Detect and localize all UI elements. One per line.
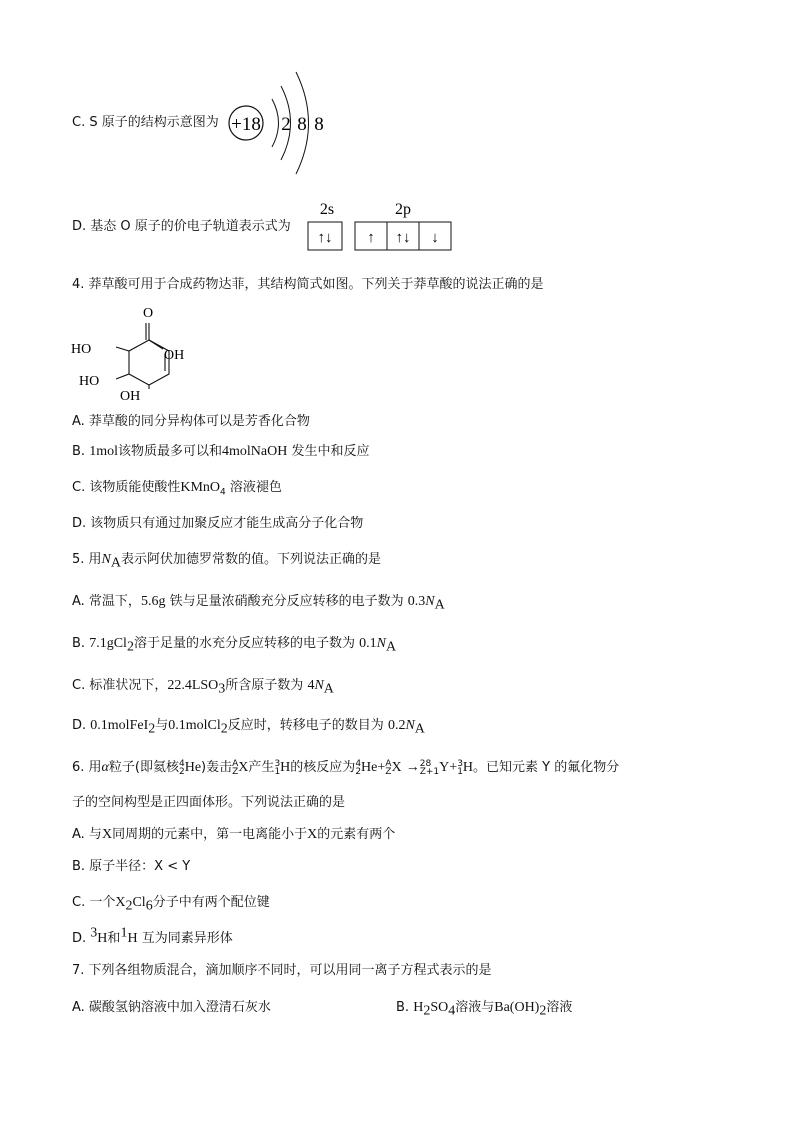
q7-b-mid: 溶液与 xyxy=(455,1000,495,1015)
q6-eq-plus: + xyxy=(377,760,386,775)
q5-na: N xyxy=(101,552,111,567)
q7-stem: 7. 下列各组物质混合，滴加顺序不同时，可以用同一离子方程式表示的是 xyxy=(72,963,492,978)
q6-d-s2: 1 xyxy=(120,925,128,941)
q5-b-na-sub: A xyxy=(385,639,397,655)
q6-eq-x-sup: A xyxy=(385,758,392,769)
label-o-top: O xyxy=(143,306,154,321)
q6-c-prefix: C. 一个 xyxy=(72,895,116,910)
q6-c-f2: Cl xyxy=(132,895,146,910)
q6-eq-he-sup: 4 xyxy=(355,758,362,769)
q5-option-d xyxy=(72,717,425,735)
q6-l1-e: 的核反应为 xyxy=(290,760,356,775)
q4-c-sub: 4 xyxy=(220,487,226,498)
q4-option-d: D. 该物质只有通过加聚反应才能生成高分子化合物 xyxy=(72,516,364,531)
label-2s: 2s xyxy=(319,201,335,218)
q6-he-sub: 2 xyxy=(178,766,185,777)
q6-eq-plus-2: + xyxy=(449,760,458,775)
q7-b-so: SO xyxy=(430,1000,449,1015)
q6-c-s2: 6 xyxy=(145,898,153,914)
q5-a-mid: 铁与足量浓硝酸充分反应转移的电子数为 xyxy=(169,594,404,609)
q7-b-h: H xyxy=(413,1000,424,1015)
q3-option-c xyxy=(72,114,219,132)
q6-eq-arrow: → xyxy=(405,760,420,775)
q6-eq-h: H xyxy=(462,760,474,775)
q5-d-mid: 反应时，转移电子的数目为 xyxy=(227,718,384,733)
q4-b-amount: 1mol xyxy=(89,444,118,459)
q5-d-coef: 0.2 xyxy=(387,718,406,733)
q6-l1-d: 产生 xyxy=(248,760,275,775)
q5-na-sub: A xyxy=(110,555,122,571)
q6-c-f1: X xyxy=(115,895,126,910)
q6-l1-f: 。已知元素 Y 的氟化物分 xyxy=(473,760,620,775)
q5-c-mid: 所含原子数为 xyxy=(225,678,304,693)
q6-l1-b: 粒子(即氦核 xyxy=(108,760,179,775)
q4-c-reagent: KMnO xyxy=(180,480,221,495)
q5-d-na: N xyxy=(405,718,415,733)
q7-b-baoh: Ba(OH) xyxy=(494,1000,540,1015)
q5-a-na: N xyxy=(425,594,435,609)
label-oh-right: OH xyxy=(164,348,185,363)
label-oh-bottom: OH xyxy=(120,389,141,403)
q5-d-r1: 0.1molFeI xyxy=(90,718,149,733)
q5-b-coef: 0.1 xyxy=(359,636,377,651)
q3-option-d xyxy=(72,218,291,236)
q6-option-b: B. 原子半径：X < Y xyxy=(72,859,191,874)
q4-option-a: A. 莽草酸的同分异构体可以是芳香化合物 xyxy=(72,414,310,429)
q5-c-sub: 3 xyxy=(218,681,226,697)
q6-y: Y xyxy=(439,760,450,775)
q7-b-suffix: 溶液 xyxy=(546,1000,573,1015)
q6-h: H xyxy=(280,760,291,775)
q6-h-sup: 3 xyxy=(274,758,281,769)
q6-alpha: α xyxy=(101,760,109,775)
label-ho-left: HO xyxy=(71,342,92,357)
q6-eq-he-sub: 2 xyxy=(355,766,362,777)
label-2p: 2p xyxy=(395,201,411,218)
q4-c-prefix: C. 该物质能使酸性 xyxy=(72,480,181,495)
q5-b-na: N xyxy=(376,636,386,651)
q5-a-prefix: A. 常温下， xyxy=(72,594,141,609)
q4-b-suffix: 发生中和反应 xyxy=(291,444,370,459)
q6-l1-c: )轰击 xyxy=(201,760,233,775)
q6-stem-line1 xyxy=(72,759,619,777)
q5-a-na-sub: A xyxy=(434,597,445,613)
q7-option-a: A. 碳酸氢钠溶液中加入澄清石灰水 xyxy=(72,1000,271,1015)
q6-option-c xyxy=(72,894,270,912)
q4-b-mid: 该物质最多可以和 xyxy=(117,444,222,459)
orbital-2s-arrows: ↑↓ xyxy=(317,230,333,246)
q6-d-s1: 3 xyxy=(90,925,98,941)
q5-c-na: N xyxy=(314,678,324,693)
q5-option-c xyxy=(72,677,334,695)
q5-stem xyxy=(72,551,381,569)
q5-option-a xyxy=(72,593,445,611)
q6-eq-he: He xyxy=(361,760,378,775)
nucleus-charge: +18 xyxy=(231,114,261,135)
q5-d-sub1: 2 xyxy=(148,721,156,737)
q6-l1-a: 6. 用 xyxy=(72,760,102,775)
q6-a-x: X xyxy=(101,827,113,842)
q6-option-d xyxy=(72,925,233,948)
q5-a-mass: 5.6g xyxy=(140,594,166,609)
label-ho-bottom-left: HO xyxy=(79,374,100,389)
q5-b-mid: 溶于足量的水充分反应转移的电子数为 xyxy=(133,636,355,651)
q6-eq-h-sup: 3 xyxy=(457,758,463,769)
q6-d-and: 和 xyxy=(107,931,121,946)
q5-d-prefix: D. xyxy=(72,718,87,733)
q5-d-sub2: 2 xyxy=(220,721,228,737)
q6-c-s1: 2 xyxy=(125,898,133,914)
q6-a-mid: 同周期的元素中，第一电离能小于 xyxy=(112,827,308,842)
q5-d-and: 与 xyxy=(155,718,169,733)
shell-2-electrons: 8 xyxy=(297,114,307,135)
q5-c-prefix: C. 标准状况下， xyxy=(72,678,168,693)
q6-eq-x-sub: Z xyxy=(385,766,392,777)
orbital-diagram xyxy=(306,196,464,256)
q4-b-reagent: 4molNaOH xyxy=(222,444,288,459)
q5-c-vol: 22.4LSO xyxy=(167,678,219,693)
q7-b-s3: 2 xyxy=(539,1003,547,1019)
q7-b-s2: 4 xyxy=(448,1003,456,1019)
q6-eq-h-sub: 1 xyxy=(457,766,463,777)
q6-x: X xyxy=(238,760,249,775)
q6-d-prefix: D. xyxy=(72,931,87,946)
q5-d-na-sub: A xyxy=(414,721,425,737)
q6-stem-line2: 子的空间构型是正四面体形。下列说法正确的是 xyxy=(72,795,346,810)
q6-option-a xyxy=(72,826,395,844)
q6-c-suffix: 分子中有两个配位键 xyxy=(152,895,270,910)
q5-stem-suffix: 表示阿伏加德罗常数的值。下列说法正确的是 xyxy=(121,552,382,567)
q5-a-coef: 0.3 xyxy=(407,594,426,609)
q4-option-b xyxy=(72,443,369,461)
shell-3-electrons: 8 xyxy=(314,114,324,135)
q4-c-suffix: 溶液褪色 xyxy=(229,480,282,495)
q6-a-prefix: A. 与 xyxy=(72,827,102,842)
q4-b-prefix: B. xyxy=(72,444,86,459)
orbital-2p-1-arrows: ↑ xyxy=(367,230,375,246)
q5-b-sub: 2 xyxy=(126,639,134,655)
q5-d-r2: 0.1molCl xyxy=(168,718,221,733)
q5-option-b xyxy=(72,635,396,653)
q5-stem-prefix: 5. 用 xyxy=(72,552,102,567)
q6-eq-x: X xyxy=(391,760,402,775)
shikimic-acid-structure xyxy=(68,303,198,403)
q7-b-s1: 2 xyxy=(423,1003,431,1019)
q3-option-c-text: C. S 原子的结构示意图为 xyxy=(72,115,219,130)
q5-b-mass: 7.1gCl xyxy=(89,636,127,651)
q6-d-h2: H xyxy=(127,931,138,946)
orbital-2p-2-arrows: ↑↓ xyxy=(395,230,411,246)
orbital-2p-3-arrows: ↓ xyxy=(431,230,439,246)
q6-y-sup: 28 xyxy=(419,758,432,769)
shell-1-electrons: 2 xyxy=(281,114,291,135)
q6-x-sub: Z xyxy=(232,766,239,777)
q7-b-prefix: B. xyxy=(396,1000,410,1015)
q6-h-sub: 1 xyxy=(274,766,281,777)
atom-structure-diagram xyxy=(225,66,335,181)
q6-he-sup: 4 xyxy=(178,758,185,769)
q5-b-prefix: B. xyxy=(72,636,86,651)
q6-d-h1: H xyxy=(97,931,108,946)
q5-c-coef: 4 xyxy=(307,678,315,693)
q6-he: He xyxy=(184,760,202,775)
q6-d-suffix: 互为同素异形体 xyxy=(141,931,233,946)
q3-option-d-text: D. 基态 O 原子的价电子轨道表示式为 xyxy=(72,219,291,234)
q4-option-c xyxy=(72,479,282,497)
q6-a-suffix: 的元素有两个 xyxy=(317,827,396,842)
q6-x-sup: A xyxy=(232,758,239,769)
q5-c-na-sub: A xyxy=(323,681,334,697)
q4-stem: 4. 莽草酸可用于合成药物达菲，其结构简式如图。下列关于莽草酸的说法正确的是 xyxy=(72,277,544,292)
q6-y-sub: Z+1 xyxy=(419,766,440,777)
q7-option-b xyxy=(396,999,572,1017)
q6-a-x2: X xyxy=(307,827,318,842)
